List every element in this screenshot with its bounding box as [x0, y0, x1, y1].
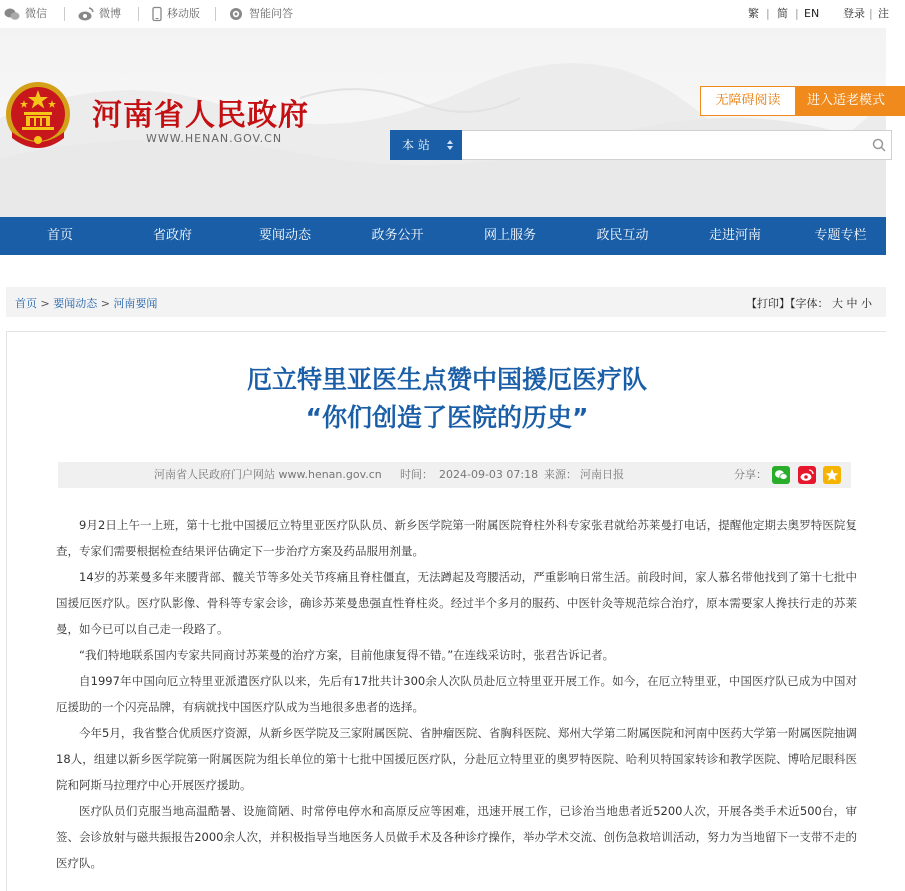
nav-interaction[interactable]: 政民互动	[596, 228, 649, 243]
share-label: 分享：	[734, 468, 767, 481]
weibo-label: 微博	[99, 7, 121, 20]
nav-online-services[interactable]: 网上服务	[483, 228, 536, 243]
search-scope-label: 本 站	[402, 138, 430, 152]
breadcrumb-separator: >	[40, 297, 54, 310]
article-paragraph: 自1997年中国向厄立特里亚派遣医疗队以来，先后有17批共计300余人次队员赴厄立特里亚开展工作。如今，在厄立特里亚，中国医疗队已成为中国对厄援助的一个闪亮品牌，有病就找中国医疗队成为当地很多患者的选择。	[56, 674, 857, 714]
breadcrumb-separator: >	[100, 297, 114, 310]
article-paragraph: “我们特地联系国内专家共同商讨苏莱曼的治疗方案，目前他康复得不错。”在连线采访时，张君告诉记者。	[79, 648, 615, 662]
nav-government[interactable]: 省政府	[152, 228, 192, 243]
breadcrumb	[15, 295, 157, 311]
top-bar	[0, 0, 889, 28]
divider: |	[795, 7, 799, 20]
share-favorite-icon[interactable]	[823, 466, 841, 484]
nav-gov-affairs[interactable]: 政务公开	[371, 228, 424, 243]
article-paragraph: 9月2日上午一上班，第十七批中国援厄立特里亚医疗队队员、新乡医学院第一附属医院脊柱外科专家张君就给苏莱曼打电话，提醒他定期去奥罗特医院复查，专家们需要根据检查结果评估确定下一步治疗方案及药品服用剂量。	[56, 518, 857, 558]
divider	[138, 7, 139, 21]
article-paragraph: 今年5月，我省整合优质医疗资源，从新乡医学院及三家附属医院、省肿瘤医院、省胸科医院、郑州大学第二附属医院和河南中医药大学第一附属医院抽调18人，组建以新乡医学院第一附属医院为组长单位的第十七批中国援厄医疗队，分赴厄立特里亚的奥罗特医院、哈利贝特国家转诊和教学医院、博哈尼眼科医院和阿斯马拉理疗中心开展医疗援助。	[56, 726, 857, 792]
article-paragraph: 14岁的苏莱曼多年来腰背部、髋关节等多处关节疼痛且脊柱僵直，无法蹲起及弯腰活动，严重影响日常生活。前段时间，家人慕名带他找到了第十七批中国援厄医疗队。医疗队影像、骨科等专家会诊，确诊苏莱曼患强直性脊柱炎。经过半个多月的服药、中医针灸等规范综合治疗，原本需要家人搀扶行走的苏莱曼，如今已可以自己走一段路了。	[56, 570, 857, 636]
wechat-icon	[4, 7, 20, 21]
breadcrumb-home[interactable]: 首页	[15, 297, 37, 310]
mobile-link[interactable]	[152, 6, 200, 22]
article-title-line1: 厄立特里亚医生点赞中国援厄医疗队	[246, 365, 647, 394]
divider: |	[766, 7, 770, 20]
publish-time: 2024-09-03 07:18	[439, 468, 539, 481]
article	[6, 331, 886, 891]
weibo-icon	[78, 7, 94, 21]
source-site: 河南省人民政府门户网站 www.henan.gov.cn	[154, 468, 382, 481]
divider: |	[869, 7, 873, 20]
share-weibo-icon[interactable]	[798, 466, 816, 484]
emblem-icon	[4, 80, 72, 152]
nav-topics[interactable]: 专题专栏	[814, 228, 867, 243]
nav-about-henan[interactable]: 走进河南	[708, 228, 761, 243]
mobile-label: 移动版	[167, 7, 200, 20]
lang-traditional[interactable]: 繁	[748, 7, 759, 20]
login-link[interactable]: 登录	[843, 7, 865, 20]
article-title-line2: “你们创造了医院的历史”	[305, 403, 589, 432]
article-meta	[58, 462, 851, 488]
breadcrumb-henan-news[interactable]: 河南要闻	[113, 297, 158, 310]
origin-value: 河南日报	[580, 468, 624, 481]
wechat-link[interactable]	[4, 6, 47, 22]
site-header	[0, 28, 886, 217]
lang-english[interactable]: EN	[804, 7, 820, 20]
chevron-updown-icon	[446, 139, 454, 151]
search-input[interactable]	[462, 130, 892, 160]
divider	[215, 7, 216, 21]
article-paragraph: 医疗队员们克服当地高温酷暑、设施简陋、时常停电停水和高原反应等困难，迅速开展工作，已诊治当地患者近5200人次，开展各类手术近500台，审签、会诊放射与磁共振报告2000余人次，并积极指导当地医务人员做手术及各种诊疗操作，举办学术交流、创伤急救培训活动，努力为当地留下一支带不走的医疗队。	[56, 804, 857, 870]
smart-qa-label: 智能问答	[249, 7, 293, 20]
article-body	[56, 512, 857, 876]
divider	[64, 7, 65, 21]
lang-simplified[interactable]: 简	[777, 7, 788, 20]
accessibility-button[interactable]: 无障碍阅读	[700, 86, 796, 116]
register-link[interactable]: 注	[878, 7, 889, 20]
share-wechat-icon[interactable]	[772, 466, 790, 484]
breadcrumb-news[interactable]: 要闻动态	[53, 297, 98, 310]
weibo-link[interactable]	[78, 6, 121, 22]
site-title[interactable]: 河南省人民政府	[92, 98, 309, 133]
robot-icon	[228, 7, 244, 21]
wechat-label: 微信	[25, 7, 47, 20]
site-url: WWW.HENAN.GOV.CN	[146, 132, 283, 145]
mobile-icon	[152, 7, 162, 21]
origin-label: 来源：	[544, 468, 577, 481]
elder-mode-button[interactable]: 进入适老模式	[795, 86, 905, 116]
smart-qa-link[interactable]	[228, 6, 293, 22]
search-scope-select[interactable]	[390, 130, 462, 160]
search-icon[interactable]	[872, 138, 886, 152]
breadcrumb-bar	[6, 287, 886, 317]
main-nav	[0, 217, 886, 255]
nav-home[interactable]: 首页	[46, 228, 73, 243]
time-label: 时间：	[400, 468, 433, 481]
nav-news[interactable]: 要闻动态	[258, 228, 311, 243]
print-font-tools[interactable]: 【打印】【字体： 大 中 小	[746, 297, 872, 310]
